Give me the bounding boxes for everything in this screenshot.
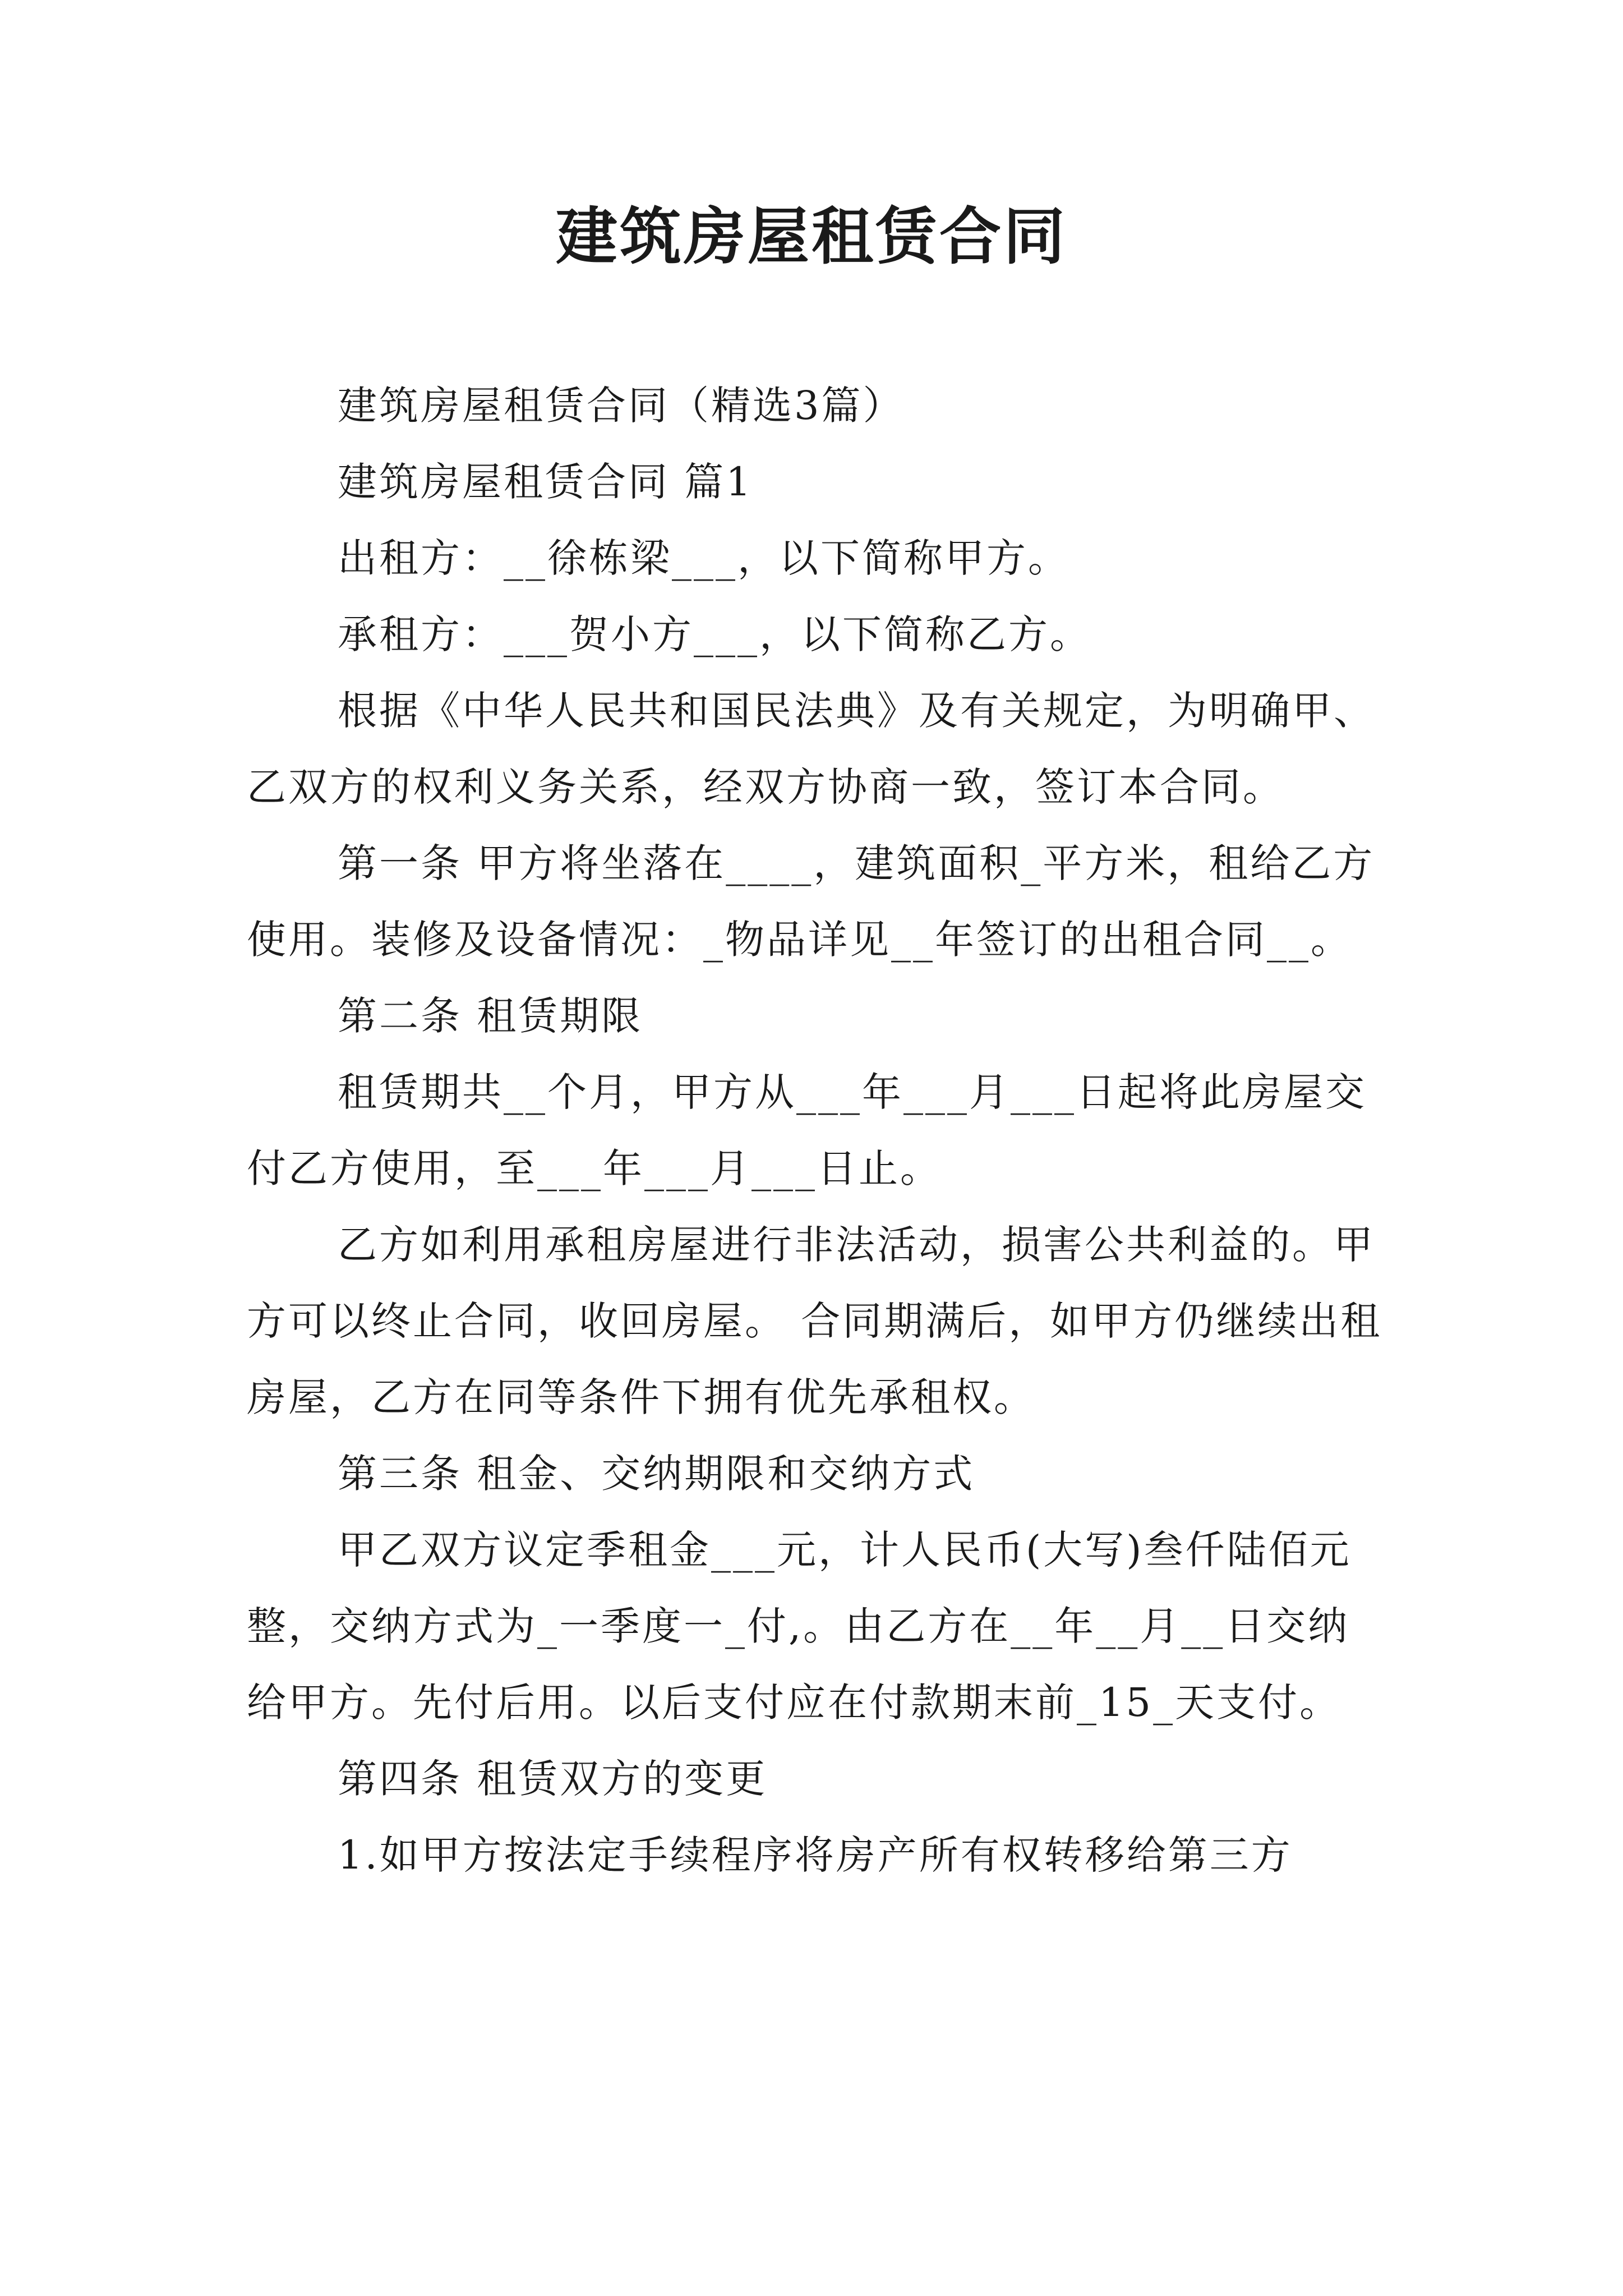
paragraph-section-heading: 建筑房屋租赁合同 篇1 <box>338 459 753 505</box>
paragraph-article-3-heading: 第三条 租金、交纳期限和交纳方式 <box>338 1451 975 1497</box>
paragraph-lessee: 承租方：___贺小方___，以下简称乙方。 <box>338 611 1091 657</box>
paragraph-subtitle: 建筑房屋租赁合同（精选3篇） <box>338 383 905 429</box>
paragraph-lessor: 出租方：__徐栋梁___，以下简称甲方。 <box>338 535 1069 581</box>
paragraph-termination: 乙方如利用承租房屋进行非法活动，损害公共利益的。甲方可以终止合同，收回房屋。 合同期满后，如甲方仍继续出租房屋，乙方在同等条件下拥有优先承租权。 <box>247 1222 1382 1420</box>
paragraph-preamble: 根据《中华人民共和国民法典》及有关规定，为明确甲、乙双方的权利义务关系，经双方协商一致，签订本合同。 <box>247 688 1375 810</box>
paragraph-article-2-heading: 第二条 租赁期限 <box>338 993 643 1039</box>
paragraph-article-4-heading: 第四条 租赁双方的变更 <box>338 1756 768 1802</box>
paragraph-article-4-item-1: 1.如甲方按法定手续程序将房产所有权转移给第三方 <box>338 1832 1293 1878</box>
paragraph-rent: 甲乙双方议定季租金___元，计人民币(大写)叁仟陆佰元整，交纳方式为_一季度一_付,。由乙方在__年__月__日交纳给甲方。先付后用。以后支付应在付款期末前_15_天支付。 <box>247 1527 1352 1726</box>
paragraph-article-1: 第一条 甲方将坐落在____，建筑面积_平方米，租给乙方使用。装修及设备情况：_物品详见__年签订的出租合同__。 <box>247 840 1375 963</box>
document-body <box>247 367 1391 1893</box>
paragraph-lease-term: 租赁期共__个月，甲方从___年___月___日起将此房屋交付乙方使用，至___年___月___日止。 <box>247 1069 1367 1191</box>
document-title: 建筑房屋租赁合同 <box>556 200 1067 273</box>
